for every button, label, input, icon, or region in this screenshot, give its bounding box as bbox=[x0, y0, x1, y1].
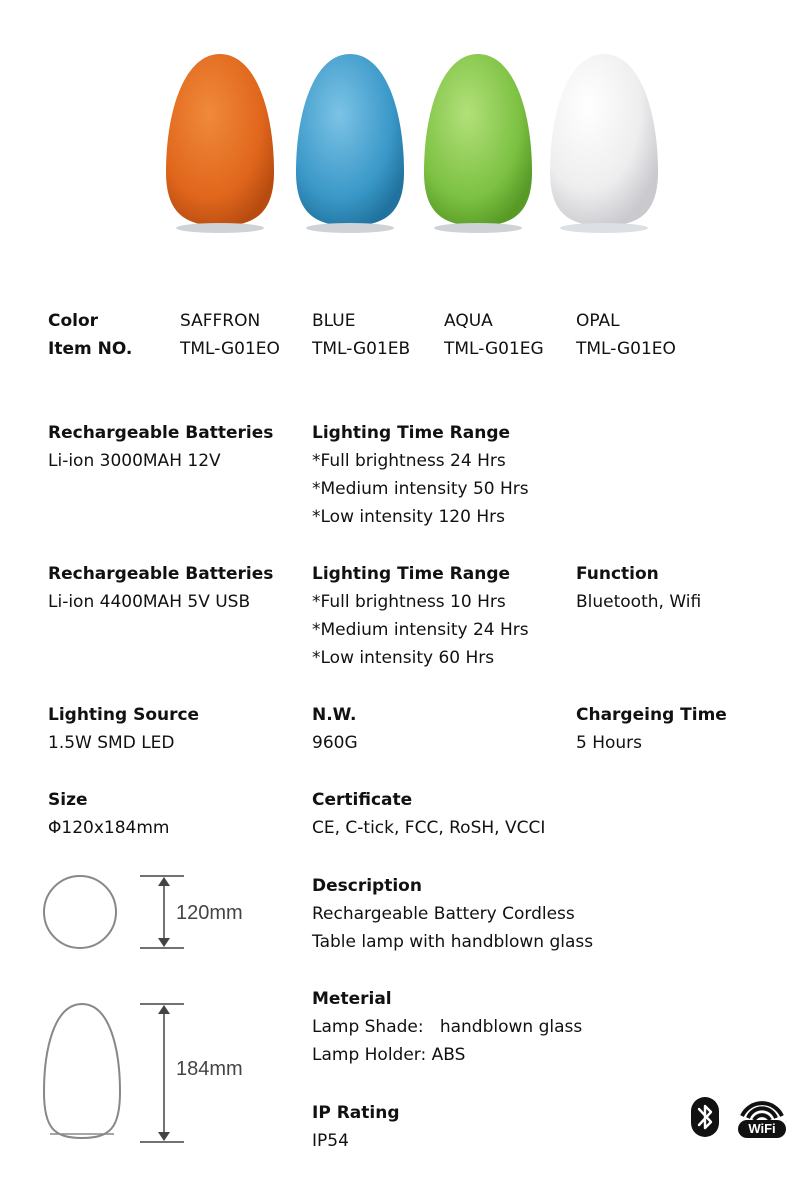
height-dimension: 184mm bbox=[176, 1058, 243, 1080]
size-value: Φ120x184mm bbox=[48, 818, 170, 838]
color-saffron: SAFFRON bbox=[180, 311, 261, 331]
battery-label-1: Rechargeable Batteries bbox=[48, 423, 274, 443]
function-label: Function bbox=[576, 564, 659, 584]
battery-label-2: Rechargeable Batteries bbox=[48, 564, 274, 584]
net-weight-label: N.W. bbox=[312, 705, 357, 725]
color-blue: BLUE bbox=[312, 311, 356, 331]
net-weight-value: 960G bbox=[312, 733, 358, 753]
ip-rating-label: IP Rating bbox=[312, 1103, 400, 1123]
blue-lamp bbox=[294, 52, 406, 234]
item-saffron: TML-G01EO bbox=[180, 339, 280, 359]
battery-value-2: Li-ion 4400MAH 5V USB bbox=[48, 592, 251, 612]
aqua-lamp bbox=[422, 52, 534, 234]
lighting-line: *Low intensity 60 Hrs bbox=[312, 648, 495, 668]
charging-time-value: 5 Hours bbox=[576, 733, 643, 753]
lighting-label-2: Lighting Time Range bbox=[312, 564, 511, 584]
material-line: Lamp Shade: handblown glass bbox=[312, 1017, 583, 1037]
lighting-source-label: Lighting Source bbox=[48, 705, 200, 725]
item-opal: TML-G01EO bbox=[576, 339, 676, 359]
wifi-label: WiFi bbox=[748, 1121, 776, 1136]
function-value: Bluetooth, Wifi bbox=[576, 592, 702, 612]
charging-time-label: Chargeing Time bbox=[576, 705, 727, 725]
description-line: Rechargeable Battery Cordless bbox=[312, 904, 575, 924]
description-label: Description bbox=[312, 876, 422, 896]
battery-value-1: Li-ion 3000MAH 12V bbox=[48, 451, 221, 471]
certificate-value: CE, C-tick, FCC, RoSH, VCCI bbox=[312, 818, 546, 838]
lighting-line: *Low intensity 120 Hrs bbox=[312, 507, 505, 527]
color-label: Color bbox=[48, 311, 99, 331]
opal-lamp bbox=[548, 52, 660, 234]
material-line: Lamp Holder: ABS bbox=[312, 1045, 466, 1065]
bluetooth-icon bbox=[690, 1096, 720, 1143]
lighting-line: *Full brightness 10 Hrs bbox=[312, 592, 506, 612]
material-label: Meterial bbox=[312, 989, 392, 1009]
certificate-label: Certificate bbox=[312, 790, 413, 810]
description-line: Table lamp with handblown glass bbox=[312, 932, 594, 952]
lighting-line: *Medium intensity 24 Hrs bbox=[312, 620, 529, 640]
width-dimension: 120mm bbox=[176, 902, 243, 924]
size-label: Size bbox=[48, 790, 88, 810]
lighting-source-value: 1.5W SMD LED bbox=[48, 733, 175, 753]
lighting-line: *Medium intensity 50 Hrs bbox=[312, 479, 529, 499]
lighting-line: *Full brightness 24 Hrs bbox=[312, 451, 506, 471]
item-no-label: Item NO. bbox=[48, 339, 133, 359]
color-aqua: AQUA bbox=[444, 311, 493, 331]
wifi-icon bbox=[734, 1094, 790, 1140]
ip-rating-value: IP54 bbox=[312, 1131, 349, 1151]
lighting-label-1: Lighting Time Range bbox=[312, 423, 511, 443]
color-opal: OPAL bbox=[576, 311, 620, 331]
item-blue: TML-G01EB bbox=[312, 339, 411, 359]
item-aqua: TML-G01EG bbox=[444, 339, 544, 359]
saffron-lamp bbox=[164, 52, 276, 234]
